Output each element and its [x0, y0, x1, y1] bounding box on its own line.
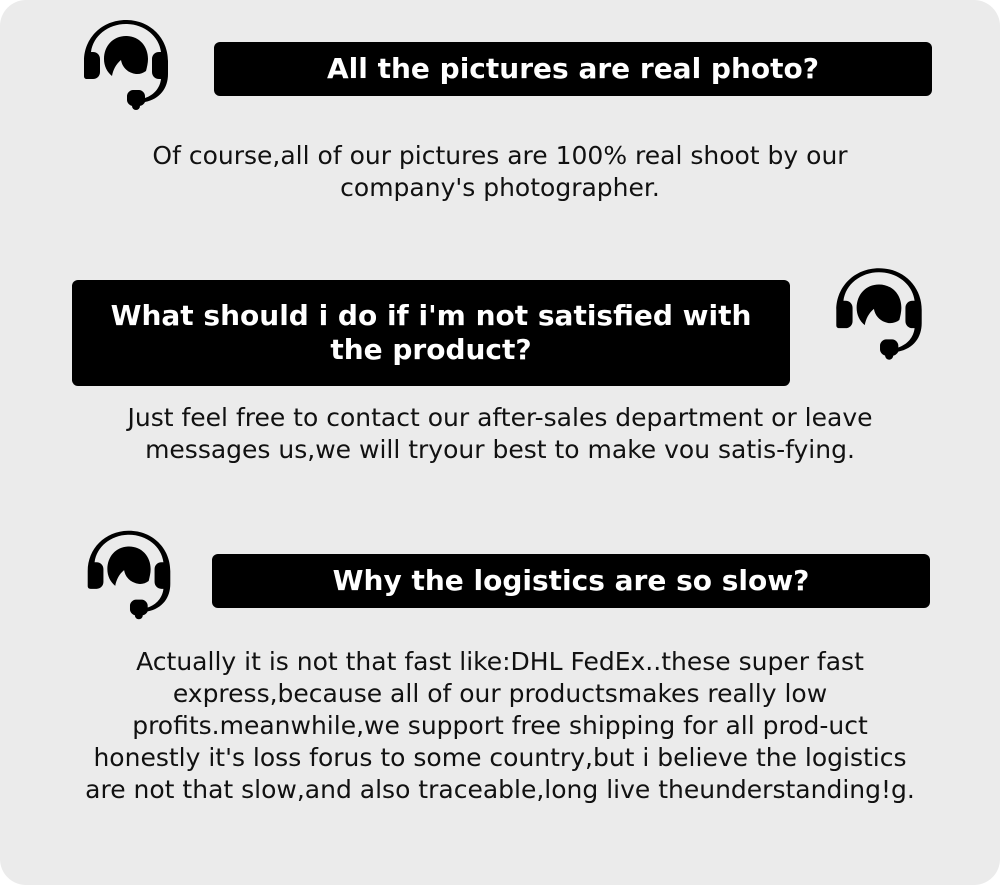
- headset-support-agent-icon: [66, 14, 186, 122]
- faq-answer-2: Just feel free to contact our after-sales department or leave messages us,we will tryour best to make vou satis-fying.: [127, 403, 873, 464]
- faq-question-banner-1: All the pictures are real photo?: [214, 42, 932, 96]
- faq-answer-1: Of course,all of our pictures are 100% real shoot by our company's photographer.: [152, 141, 848, 202]
- faq-header-row-2: [0, 262, 1000, 386]
- faq-item-2: [0, 262, 1000, 466]
- faq-answer-3: Actually it is not that fast like:DHL FedEx..these super fast express,because all of our productsmakes really low profits.meanwhile,we support free shipping for all prod-uct honestly it's loss forus to some country,but i believe the logistics are not that slow,and also traceable,long live theunderstanding!g.: [85, 647, 915, 804]
- headset-support-agent-icon: [818, 262, 940, 372]
- faq-item-1: [0, 0, 1000, 204]
- headset-support-agent-icon: [70, 524, 188, 632]
- faq-question-banner-2: What should i do if i'm not satisfied with the product?: [72, 280, 790, 386]
- faq-header-row-3: [0, 514, 1000, 632]
- faq-question-banner-3: Why the logistics are so slow?: [212, 554, 930, 608]
- faq-header-row-1: [0, 8, 1000, 122]
- faq-item-3: [0, 514, 1000, 806]
